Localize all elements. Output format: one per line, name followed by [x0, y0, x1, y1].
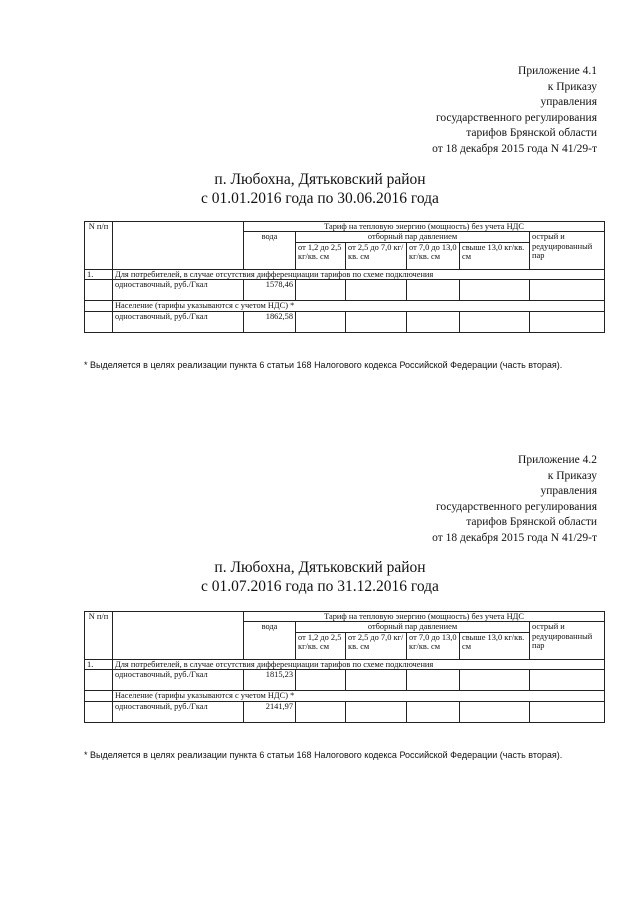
header-steam-4: свыше 13,0 кг/кв. см	[460, 242, 530, 269]
vat-footnote: * Выделяется в целях реализации пункта 6 статьи 168 Налогового кодекса Российской Федерации (часть вторая).	[84, 360, 563, 370]
vat-footnote: * Выделяется в целях реализации пункта 6 статьи 168 Налогового кодекса Российской Федерации (часть вторая).	[84, 750, 563, 760]
appendix-line: государственного регулирования	[435, 111, 597, 124]
cell-blank	[296, 280, 346, 301]
header-steam-2: от 2,5 до 7,0 кг/кв. см	[346, 632, 407, 659]
row-number: 1.	[85, 659, 113, 669]
group-label: Население (тарифы указываются с учетом НДС) *	[113, 301, 605, 311]
header-live-steam: острый и редуцированный пар	[530, 232, 605, 269]
cell-blank	[460, 311, 530, 332]
water-value: 2141,97	[244, 701, 296, 722]
header-number: N п/п	[85, 612, 113, 660]
header-tariff: Тариф на тепловую энергию (мощность) без учета НДС	[244, 612, 605, 622]
cell-blank	[85, 301, 113, 311]
appendix-line: к Приказу	[547, 80, 597, 93]
header-water: вода	[244, 622, 296, 659]
cell-blank	[296, 311, 346, 332]
appendix-line: Приложение 4.2	[518, 454, 597, 466]
cell-blank	[296, 701, 346, 722]
section-title-4-2	[0, 558, 640, 596]
tariff-table-4-2	[84, 611, 605, 723]
cell-blank	[346, 670, 407, 691]
cell-blank	[407, 670, 460, 691]
cell-blank	[296, 670, 346, 691]
header-steam-1: от 1,2 до 2,5 кг/кв. см	[296, 242, 346, 269]
header-tariff: Тариф на тепловую энергию (мощность) без учета НДС	[244, 222, 605, 232]
cell-blank	[530, 280, 605, 301]
appendix-line: от 18 декабря 2015 года N 41/29-т	[432, 531, 597, 544]
group-label: Население (тарифы указываются с учетом НДС) *	[113, 691, 605, 701]
header-steam: отборный пар давлением	[296, 622, 530, 632]
rate-label: одноставочный, руб./Гкал	[113, 311, 244, 332]
header-number: N п/п	[85, 222, 113, 270]
appendix-line: управления	[540, 485, 597, 497]
header-steam-2: от 2,5 до 7,0 кг/кв. см	[346, 242, 407, 269]
rate-label: одноставочный, руб./Гкал	[113, 670, 244, 691]
title-period: с 01.01.2016 года по 30.06.2016 года	[201, 190, 439, 207]
header-live-steam: острый и редуцированный пар	[530, 622, 605, 659]
cell-blank	[346, 311, 407, 332]
appendix-header-4-2	[432, 453, 597, 546]
cell-blank	[460, 701, 530, 722]
cell-blank	[460, 280, 530, 301]
header-steam-4: свыше 13,0 кг/кв. см	[460, 632, 530, 659]
appendix-line: тарифов Брянской области	[466, 127, 597, 139]
cell-blank	[530, 670, 605, 691]
title-location: п. Любохна, Дятьковский район	[214, 171, 426, 188]
cell-blank	[346, 701, 407, 722]
appendix-line: от 18 декабря 2015 года N 41/29-т	[432, 142, 597, 155]
cell-blank	[530, 701, 605, 722]
header-steam-3: от 7,0 до 13,0 кг/кв. см	[407, 242, 460, 269]
rate-label: одноставочный, руб./Гкал	[113, 701, 244, 722]
appendix-line: тарифов Брянской области	[466, 516, 597, 528]
cell-blank	[460, 670, 530, 691]
title-location: п. Любохна, Дятьковский район	[214, 559, 426, 576]
cell-blank	[85, 280, 113, 301]
water-value: 1862,58	[244, 311, 296, 332]
cell-blank	[85, 691, 113, 701]
cell-blank	[407, 280, 460, 301]
header-water: вода	[244, 232, 296, 269]
group-label: Для потребителей, в случае отсутствия дифференциации тарифов по схеме подключения	[113, 659, 605, 669]
cell-blank	[530, 311, 605, 332]
header-blank	[113, 222, 244, 270]
cell-blank	[407, 311, 460, 332]
appendix-header-4-1	[432, 64, 597, 157]
header-steam: отборный пар давлением	[296, 232, 530, 242]
header-steam-1: от 1,2 до 2,5 кг/кв. см	[296, 632, 346, 659]
tariff-table-4-1	[84, 221, 605, 333]
appendix-line: государственного регулирования	[435, 500, 597, 513]
group-label: Для потребителей, в случае отсутствия дифференциации тарифов по схеме подключения	[113, 269, 605, 279]
appendix-line: управления	[540, 96, 597, 108]
cell-blank	[346, 280, 407, 301]
cell-blank	[407, 701, 460, 722]
title-period: с 01.07.2016 года по 31.12.2016 года	[201, 578, 439, 595]
cell-blank	[85, 701, 113, 722]
cell-blank	[85, 311, 113, 332]
cell-blank	[85, 670, 113, 691]
section-title-4-1	[0, 170, 640, 208]
header-steam-3: от 7,0 до 13,0 кг/кв. см	[407, 632, 460, 659]
water-value: 1578,46	[244, 280, 296, 301]
row-number: 1.	[85, 269, 113, 279]
header-blank	[113, 612, 244, 660]
rate-label: одноставочный, руб./Гкал	[113, 280, 244, 301]
appendix-line: к Приказу	[547, 469, 597, 482]
appendix-line: Приложение 4.1	[518, 65, 597, 77]
water-value: 1815,23	[244, 670, 296, 691]
